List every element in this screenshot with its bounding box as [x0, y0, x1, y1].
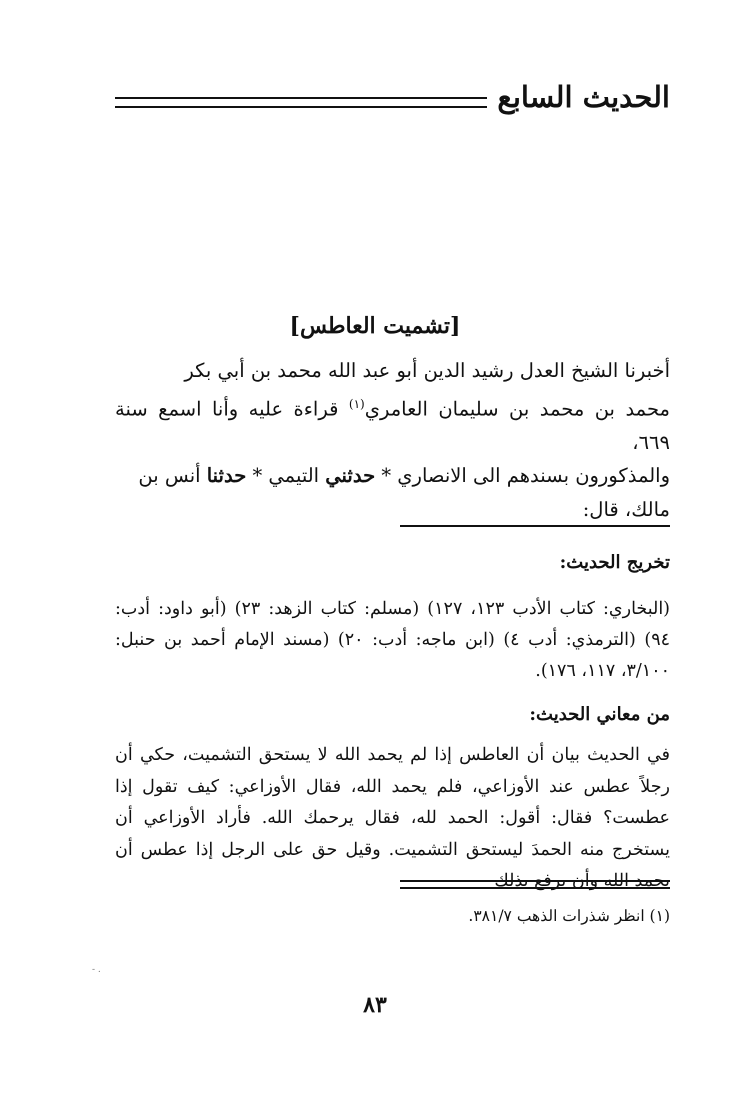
chapter-header [115, 72, 670, 122]
chain-line-3b: التيمي * [246, 464, 326, 487]
chain-line-4: مالك، قال: [582, 497, 670, 521]
chain-line-3 [115, 459, 670, 493]
chapter-title: الحديث السابع [497, 80, 670, 114]
maani-text: في الحديث بيان أن العاطس إذا لم يحمد الله لا يستحق التشميت، حكي أن رجلاً عطس عند الأوزاعي، فلم يحمد الله، فقال الأوزاعي: كيف تقول إذا عطست؟ فقال: أقول: الحمد لله، فقال يرحمك الله. فأراد الأوزاعي أن يستخرج منه الحمدَ ليستحق التشميت. وقيل حق على الرجل إذا عطس أن يحمد الله وأن يرفع بذلك [115, 745, 670, 891]
haddathana-word: حدثنا [206, 464, 247, 487]
chain-line-3a: والمذكورون بسندهم الى الانصاري * [375, 464, 670, 487]
chain-line-3c: أنس بن [138, 464, 207, 487]
footnote-ref: (١) [348, 396, 365, 411]
chain-line-2b: قراءة عليه وأنا اسمع سنة ٦٦٩، [115, 397, 670, 454]
header-double-rule [115, 97, 487, 108]
footnote-divider [400, 880, 670, 894]
footnote: (١) انظر شذرات الذهب ٣٨١/٧. [468, 907, 670, 925]
section-title: [تشميت العاطس] [289, 313, 461, 339]
takhrij-heading: تخريج الحديث: [559, 552, 670, 573]
scan-speck: . - [92, 965, 101, 975]
section-divider [400, 525, 670, 527]
maani-heading: من معاني الحديث: [529, 704, 670, 725]
page-number: ٨٣ [363, 992, 387, 1018]
footnote-rule-2 [400, 887, 670, 889]
chain-line-2 [115, 388, 670, 460]
chain-line-2a: محمد بن محمد بن سليمان العامري [364, 397, 670, 420]
footnote-rule-1 [400, 880, 670, 882]
takhrij-text: (البخاري: كتاب الأدب ١٢٣، ١٢٧) (مسلم: كتاب الزهد: ٢٣) (أبو داود: أدب: ٩٤) (الترمذي: أدب ٤) (ابن ماجه: أدب: ٢٠) (مسند الإمام أحمد بن حنبل: ٣/١٠٠، ١١٧، ١٧٦). [115, 599, 671, 681]
chain-line-1: أخبرنا الشيخ العدل رشيد الدين أبو عبد الله محمد بن أبي بكر [184, 359, 670, 382]
hadith-chain-text [115, 354, 670, 526]
haddathani-word: حدثني [325, 464, 376, 487]
